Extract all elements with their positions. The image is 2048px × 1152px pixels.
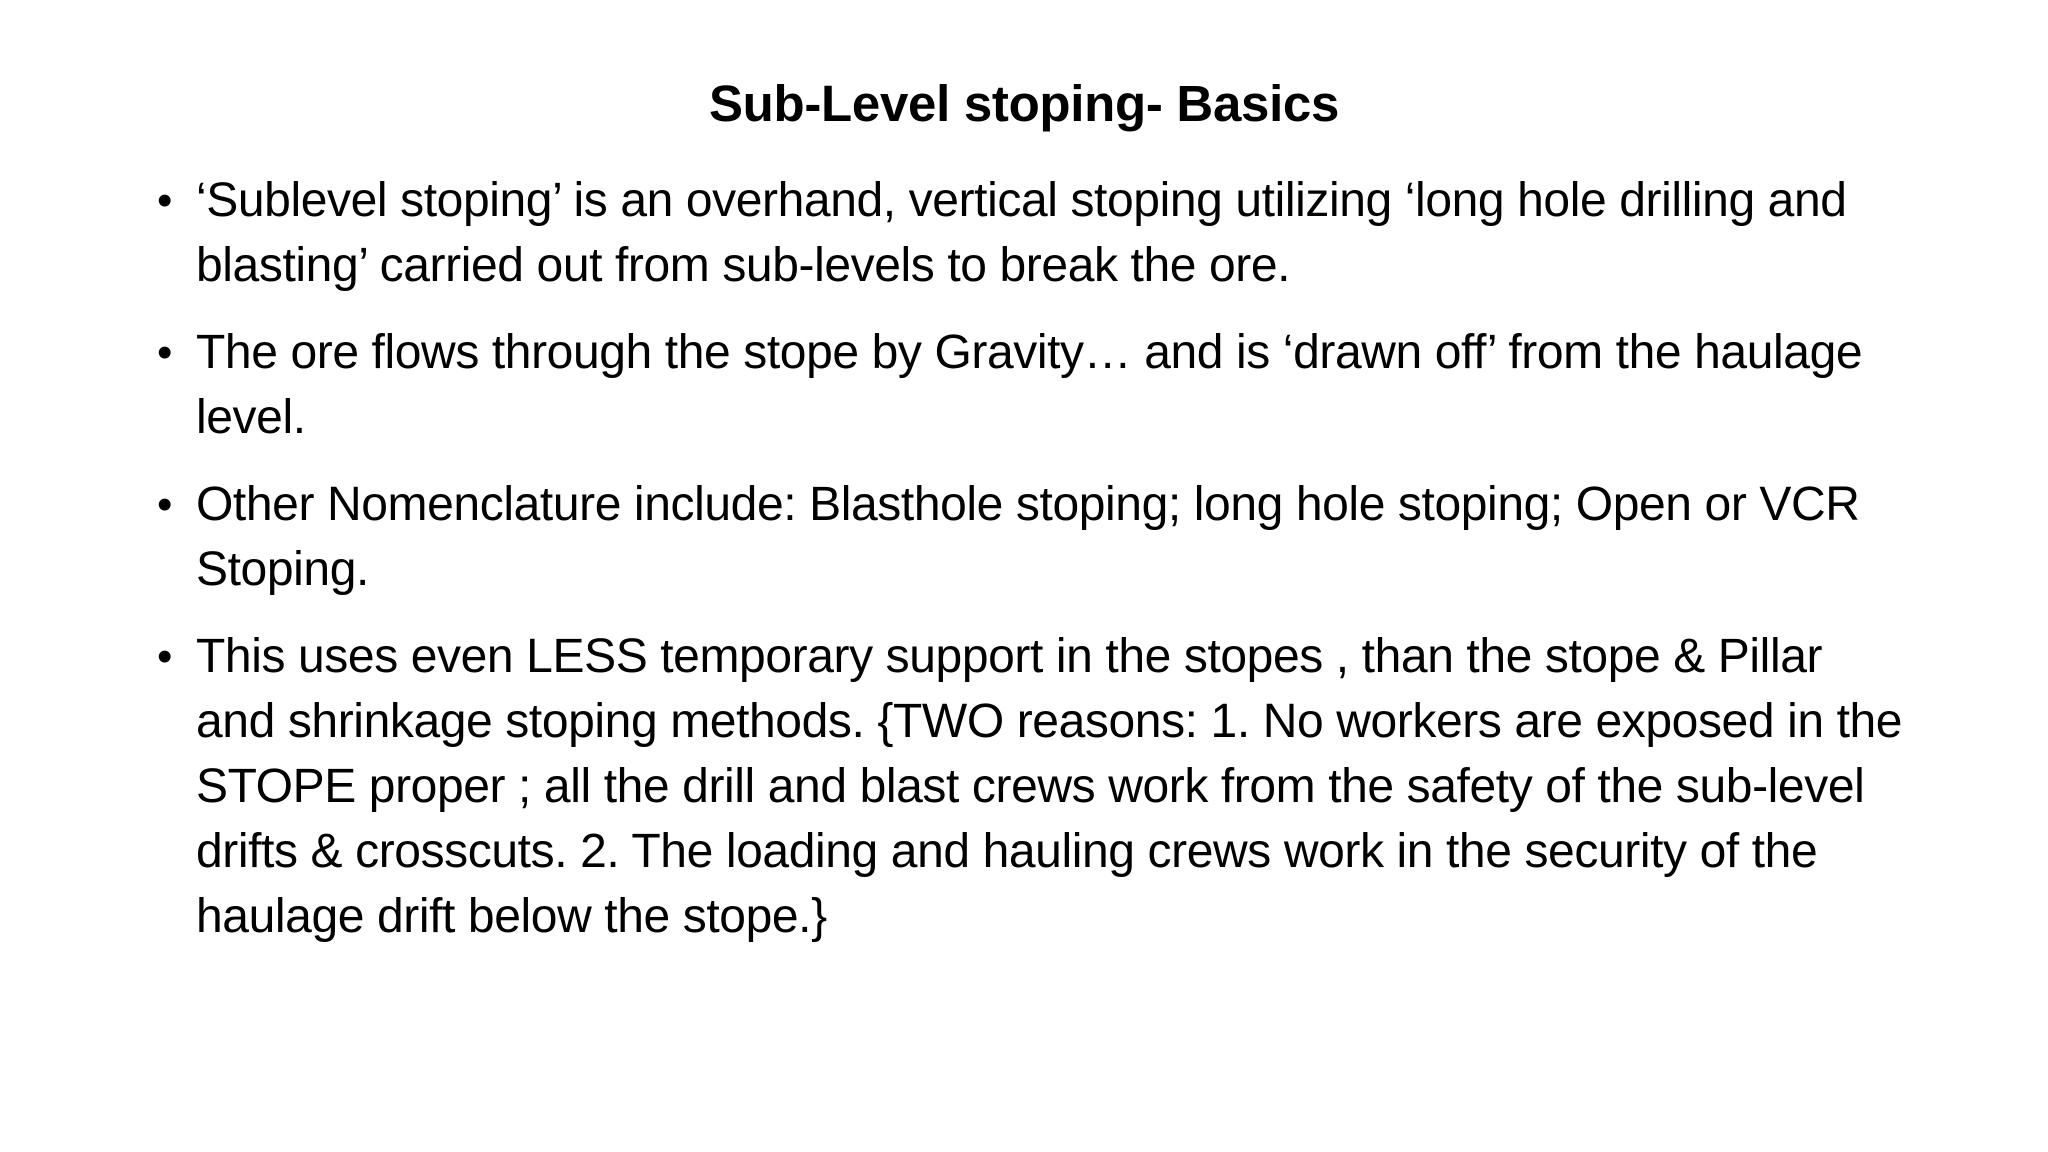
- bullet-marker: •: [157, 176, 173, 225]
- bullet-item-2: [157, 320, 1907, 450]
- bullet-text: This uses even LESS temporary support in the stopes , than the stope & Pillar and shrinkage stoping methods. {TWO reasons: 1. No workers are exposed in the STOPE proper ; all the drill and blast crews work from the safety of the sub-level drifts & crosscuts. 2. The loading and hauling crews work in the security of the haulage drift below the stope.}: [196, 630, 1903, 943]
- bullet-text: The ore flows through the stope by Gravity… and is ‘drawn off’ from the haulage level.: [196, 326, 1863, 444]
- bullet-marker: •: [157, 480, 173, 529]
- bullet-item-1: [157, 168, 1907, 298]
- slide-title: Sub-Level stoping- Basics: [708, 75, 1340, 132]
- bullet-text: ‘Sublevel stoping’ is an overhand, vertical stoping utilizing ‘long hole drilling and blasting’ carried out from sub-levels to break the ore.: [196, 174, 1847, 292]
- bullet-list: [157, 168, 1907, 971]
- bullet-marker: •: [157, 328, 173, 377]
- bullet-item-4: [157, 624, 1907, 949]
- bullet-item-3: [157, 472, 1907, 602]
- bullet-text: Other Nomenclature include: Blasthole stoping; long hole stoping; Open or VCR Stoping.: [196, 478, 1860, 596]
- bullet-marker: •: [157, 632, 173, 681]
